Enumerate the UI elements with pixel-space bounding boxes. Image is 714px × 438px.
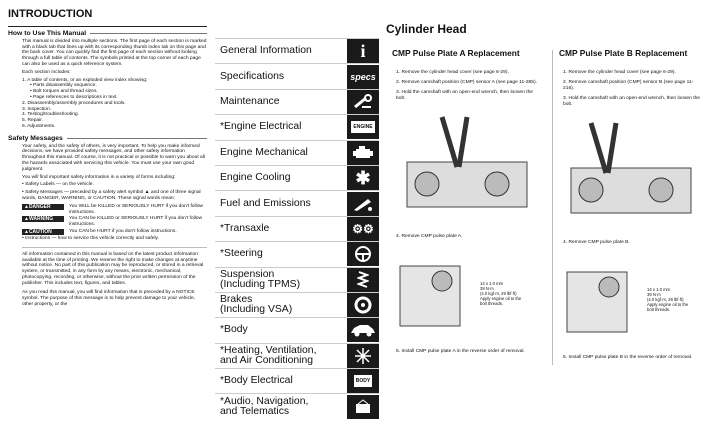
divider: [22, 247, 207, 248]
step: 2. Remove camshaft position (CMP) sensor B (see page 11-216).: [563, 80, 694, 91]
engine-electrical-icon: ENGINE: [347, 115, 379, 139]
safety-text: Your safety, and the safety of others, is very important. To help you make informed decisions, we have provided safety messages, and other safety information throughout this manual. Of course, it is not practical or possible to warn you about all the hazards associated with servicing this vehicle. You must use your own good judgment.: [22, 143, 205, 172]
engine-icon: [347, 141, 379, 165]
list-item: 4. Testing/troubleshooting.: [22, 112, 80, 118]
tab-general-information[interactable]: [215, 38, 379, 63]
wrench-icon: [347, 90, 379, 114]
steps-a-2: [392, 234, 542, 240]
torque-spec-b: 14 x 1.0 mm 39 N·m (4.0 kgf·m, 29 lbf·ft) Apply engine oil to the bolt threads.: [647, 287, 689, 312]
steps-b-2: [559, 240, 702, 246]
tab-label: Brakes (Including VSA): [220, 294, 293, 316]
column-a: [392, 50, 542, 359]
tab-engine-cooling[interactable]: [215, 165, 379, 190]
how-heading: How to Use This Manual: [8, 31, 207, 37]
tab-engine-mechanical[interactable]: [215, 140, 379, 165]
steps-b-3: [559, 355, 702, 361]
danger-row: [22, 204, 207, 216]
section-items: [22, 78, 207, 130]
title-rule: [8, 26, 207, 27]
step: 4. Remove CMP pulse plate A.: [396, 234, 463, 239]
tab-label: Specifications: [220, 70, 285, 82]
gears-icon: ⚙⚙: [347, 217, 379, 241]
car-icon: [347, 318, 379, 342]
tab-suspension[interactable]: [215, 267, 379, 292]
tab-steering[interactable]: [215, 241, 379, 266]
important-intro: You will find important safety information in a variety of forms including:: [22, 174, 176, 180]
specs-icon: specs: [347, 65, 379, 89]
pulse-plate-a-figure: [392, 246, 542, 341]
caution-row: [22, 229, 207, 235]
tab-label: Suspension (Including TPMS): [220, 268, 301, 290]
steps-a: [392, 70, 542, 102]
tab-audio-navigation[interactable]: [215, 393, 379, 418]
pulse-plate-b-figure: [559, 252, 702, 347]
brake-icon: [347, 293, 379, 317]
fuel-icon: [347, 192, 379, 216]
list-item: 6. Adjustments.: [22, 123, 56, 129]
page-title: Cylinder Head: [386, 22, 467, 36]
list-item: 2. Disassembly/assembly procedures and tools.: [22, 100, 126, 106]
tab-label: Engine Cooling: [220, 172, 291, 184]
step: 3. Hold the camshaft with an open-end wrench, then loosen the bolt.: [396, 90, 534, 101]
camshaft-wrench-figure-b: [559, 114, 702, 232]
labels-line: • Safety Labels — on the vehicle.: [22, 182, 94, 188]
step: 1. Remove the cylinder head cover (see page 6-29).: [396, 70, 509, 75]
tab-body[interactable]: [215, 317, 379, 342]
audio-icon: [347, 395, 379, 419]
step: 1. Remove the cylinder head cover (see page 6-29).: [563, 70, 676, 75]
tab-engine-electrical[interactable]: [215, 114, 379, 139]
tab-fuel-emissions[interactable]: [215, 190, 379, 215]
column-b: [552, 50, 702, 365]
tab-label: *Heating, Ventilation, and Air Conditioning: [220, 344, 317, 366]
warning-tag: ▲WARNING: [22, 216, 64, 222]
each-section: Each section includes:: [22, 69, 71, 75]
tab-label: *Audio, Navigation, and Telematics: [220, 395, 309, 417]
introduction-page: [0, 0, 215, 438]
list-item: • Parts disassembly sequence.: [30, 83, 97, 89]
tab-body-electrical[interactable]: [215, 368, 379, 393]
caution-tag: ▲CAUTION: [22, 229, 64, 235]
steering-icon: [347, 242, 379, 266]
footer-text: All information contained in this manual is based on the latest product information available at the time of printing. We reserve the right to make changes at anytime without notice. No part of this publication may be reproduced, or stored in a retrieval system, or transmitted, in any form by any means, electronic, mechanical, photocopying, recording, or otherwise, without the prior written permission of the publisher. This includes text, figures, and tables.: [22, 251, 204, 286]
tab-label: Fuel and Emissions: [220, 197, 311, 209]
step: 5. Install CMP pulse plate A in the reverse order of removal.: [396, 349, 525, 354]
warning-row: [22, 216, 207, 228]
list-item: 3. Inspection.: [22, 106, 52, 112]
tab-label: Maintenance: [220, 95, 280, 107]
danger-text: You WILL be KILLED or SERIOUSLY HURT if you don't follow instructions.: [69, 203, 203, 215]
column-a-heading: CMP Pulse Plate A Replacement: [392, 48, 520, 58]
list-item: • Page references to descriptions in text.: [30, 94, 118, 100]
column-b-heading: CMP Pulse Plate B Replacement: [559, 48, 688, 58]
tab-label: *Steering: [220, 248, 263, 260]
caution-text: You CAN be HURT if you don't follow instructions.: [69, 228, 177, 234]
thumb-index: [215, 38, 379, 419]
danger-tag: ▲DANGER: [22, 204, 64, 210]
list-item: 1. A table of contents, or an exploded view index showing:: [22, 77, 148, 83]
how-text: This manual is divided into multiple sections. The first page of each section is marked with a black tab that lines up with its corresponding thumb index tab on this page and the back cover. You can quickly find the first page of each section without looking through a full table of contents. The symbols printed at the top corner of each page can also be used as a quick reference system.: [22, 38, 207, 67]
instructions-line: • Instructions — how to service this vehicle correctly and safely.: [22, 235, 159, 241]
tab-transaxle[interactable]: [215, 216, 379, 241]
tab-label: General Information: [220, 45, 312, 57]
tab-label: *Body Electrical: [220, 375, 293, 387]
warning-text: You CAN be KILLED or SERIOUSLY HURT if you don't follow instructions.: [69, 216, 203, 228]
safety-heading: Safety Messages: [8, 136, 207, 142]
list-item: 5. Repair.: [22, 118, 43, 124]
spring-icon: [347, 268, 379, 292]
tab-label: *Engine Electrical: [220, 121, 302, 133]
steps-b: [559, 70, 702, 108]
hvac-icon: [347, 344, 379, 368]
tab-label: Engine Mechanical: [220, 146, 308, 158]
messages-line: • Safety Messages — preceded by a safety alert symbol ▲ and one of three signal words, DANGER, WARNING, or CAUTION. These signal words mean:: [22, 190, 201, 201]
notice-text: As you read this manual, you will find information that is preceded by a NOTICE symbol. The purpose of this message is to help prevent damage to your vehicle, other property, or the: [22, 290, 196, 308]
step: 5. Install CMP pulse plate B in the reverse order of removal.: [563, 355, 693, 360]
tab-label: *Transaxle: [220, 222, 270, 234]
fan-icon: ✱: [347, 166, 379, 190]
torque-spec-a: 14 x 1.0 mm 39 N·m (4.0 kgf·m, 29 lbf·ft) Apply engine oil to the bolt threads.: [480, 281, 522, 306]
tab-specifications[interactable]: [215, 63, 379, 88]
tab-brakes[interactable]: [215, 292, 379, 317]
cylinder-head-page: [380, 0, 714, 438]
tab-maintenance[interactable]: [215, 89, 379, 114]
tab-label: *Body: [220, 324, 248, 336]
intro-title: INTRODUCTION: [8, 8, 93, 20]
camshaft-wrench-figure-a: [392, 108, 542, 226]
list-item: • Bolt torques and thread sizes.: [30, 89, 98, 95]
steps-a-3: [392, 349, 542, 355]
body-electrical-icon: BODY: [347, 369, 379, 393]
info-icon: i: [347, 39, 379, 63]
tab-hvac[interactable]: [215, 343, 379, 368]
step: 2. Remove camshaft position (CMP) sensor A (see page 11-285).: [396, 80, 537, 85]
step: 3. Hold the camshaft with an open-end wrench, then loosen the bolt.: [563, 96, 701, 107]
step: 4. Remove CMP pulse plate B.: [563, 240, 630, 245]
